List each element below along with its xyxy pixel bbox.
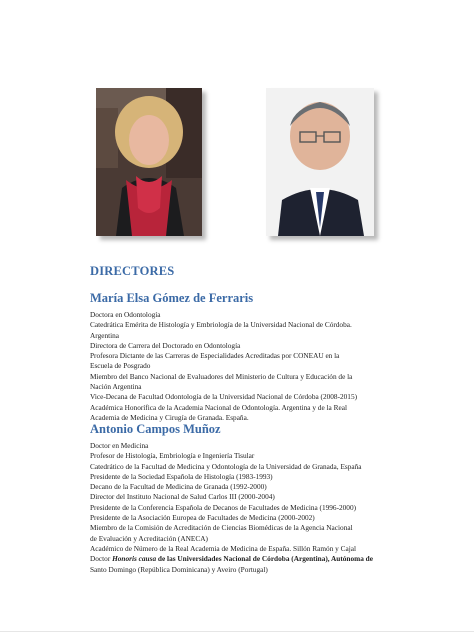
bio-line: Profesor de Histología, Embriología e Ingeniería Tisular [90,451,255,461]
bio-line: Nación Argentina [90,382,142,392]
bio-line: Miembro de la Comisión de Acreditación de Ciencias Biomédicas de la Agencia Nacional [90,523,353,533]
bio-line: Vice-Decana de Facultad Odontología de la Universidad Nacional de Córdoba (2008-2015) [90,392,358,402]
bio-line: Escuela de Posgrado [90,361,151,371]
bio-line: Presidente de la Conferencia Española de Decanos de Facultades de Medicina (1996-2000) [90,502,357,512]
bio-line: Académica Honorífica de la Academia Nacional de Odontología. Argentina y de la Real [90,402,347,412]
bio-line: Catedrático de la Facultad de Medicina y Odontología de la Universidad de Granada, España [90,461,362,471]
bio-line: de Evaluación y Acreditación (ANECA) [90,533,208,543]
bio-universities: de las Universidades Nacional de Córdoba (Argentina), Autónoma de [156,554,373,564]
bio-line: Doctora en Odontología [90,310,161,319]
bio-line: Academia de Medicina y Cirugía de Granada. España. [90,412,249,422]
honoris-causa-text: Honoris causa [112,554,157,564]
director-entry-campos [90,422,390,575]
bio-line: Director del Instituto Nacional de Salud Carlos III (2000-2004) [90,492,275,502]
bio-line: Presidente de la Asociación Europea de Facultades de Medicina (2000-2002) [90,513,315,523]
bio-prefix: Doctor [90,554,113,564]
director-name: María Elsa Gómez de Ferraris [90,291,254,305]
bio-line: Académico de Número de la Real Academia de Medicina de España. Sillón Ramón y Cajal [90,543,357,553]
director-photo-campos [266,88,374,236]
section-title-directores: DIRECTORES [90,264,175,278]
bio-line: Miembro del Banco Nacional de Evaluadores del Ministerio de Cultura y Educación de la [90,371,353,381]
bio-line: Decano de la Facultad de Medicina de Granada (1992-2000) [90,482,267,492]
bio-line: Profesora Dictante de las Carreras de Especialidades Acreditadas por CONEAU en la [90,351,340,361]
director-entry-ferraris [90,291,390,423]
director-photo-ferraris [96,88,202,236]
bio-line: Catedrática Emérita de Histología y Embriología de la Universidad Nacional de Córdoba. [90,320,352,330]
bio-line: Argentina [90,330,120,340]
bio-line: Presidente de la Sociedad Española de Histología (1983-1993) [90,471,273,481]
bio-line: Doctor en Medicina [90,441,149,450]
bio-line-honoris [90,554,390,564]
page-bottom-divider [0,631,474,632]
bio-line: Santo Domingo (República Dominicana) y Aveiro (Portugal) [90,564,268,574]
director-name: Antonio Campos Muñoz [90,422,221,436]
bio-line: Directora de Carrera del Doctorado en Odontología [90,340,241,350]
